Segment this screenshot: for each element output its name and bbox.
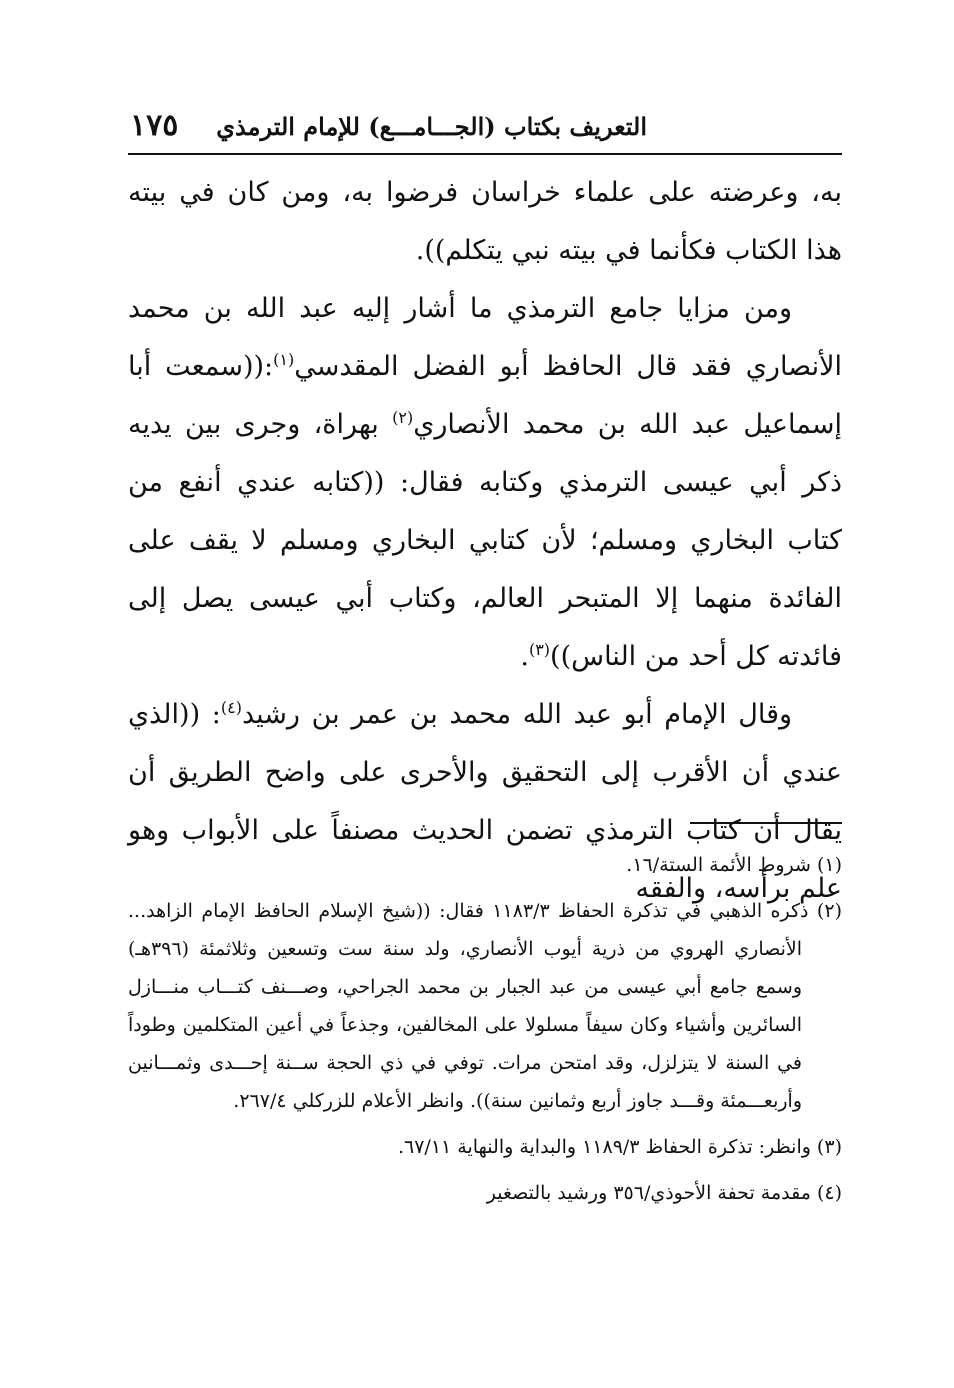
paragraph-2-text-b: :((سمعت أبا إسماعيل عبد الله بن محمد الأنصاري: [128, 351, 843, 440]
paragraph-2-end: .: [520, 641, 529, 672]
main-text: [128, 164, 842, 918]
footnote-3: (٣) وانظر: تذكرة الحفاظ ١١٨٩/٣ والبداية والنهاية ٦٧/١١.: [397, 1136, 842, 1158]
paragraph-3-text-b: : ((الذي عندي أن الأقرب إلى التحقيق والأحرى على واضح الطريق أن يقال أن كتاب الترمذي تضمن الحديث مصنفاً على الأبواب وهو علم برأسه، والفقه: [128, 699, 842, 904]
running-header: [130, 108, 842, 152]
footnote-ref-4: (٤): [220, 698, 242, 717]
running-header-title: التعريف بكتاب (الجـــامـــع) للإمام الترمذي: [216, 112, 647, 141]
footnote-ref-2: (٢): [392, 408, 414, 427]
footnote-2: (٢) ذكره الذهبي في تذكرة الحفاظ ١١٨٣/٣ فقال: ((شيخ الإسلام الحافظ الإمام الزاهد... الأنصاري الهروي من ذرية أيوب الأنصاري، ولد سنة ست وتسعين وثلاثمئة (٣٩٦هـ) وسمع جامع أبي عيسى من عبد الجبار بن محمد الجراحي، وصـــنف كتـــاب منـــازل السائرين وأشياء وكان سيفاً مسلولا على المخالفين، وجذعاً في أعين المتكلمين وطوداً في السنة لا يتزلزل، وقد امتحن مرات. توفي في ذي الحجة ســنة إحـــدى وثمـــانين وأربعـــمئة وقـــد جاوز أربع وثمانين سنة)). وانظر الأعلام للزركلي ٢٦٧/٤.: [128, 900, 842, 1112]
paragraph-3-text-a: وقال الإمام أبو عبد الله محمد بن عمر بن رشيد: [241, 699, 793, 730]
footnotes: [128, 846, 842, 1220]
page-number: ١٧٥: [130, 108, 179, 143]
footnote-ref-1: (١): [273, 350, 295, 369]
paragraph-2-text-a: ومن مزايا جامع الترمذي ما أشار إليه عبد الله بن محمد الأنصاري فقد قال الحافظ أبو الفضل المقدسي: [128, 293, 842, 382]
footnote-4: (٤) مقدمة تحفة الأحوذي/٣٥٦ ورشيد بالتصغير: [486, 1182, 842, 1204]
paragraph-2: [128, 280, 842, 686]
footnote-ref-3: (٣): [528, 640, 551, 659]
paragraph-1: به، وعرضته على علماء خراسان فرضوا به، ومن كان في بيته هذا الكتاب فكأنما في بيته نبي يتكلم)).: [128, 177, 842, 266]
footnote-1: (١) شروط الأئمة الستة/١٦.: [626, 854, 842, 876]
footnote-divider: [690, 822, 842, 824]
header-divider: [128, 153, 842, 155]
paragraph-2-text-c: بهراة، وجرى بين يديه ذكر أبي عيسى الترمذي وكتابه فقال: ((كتابه عندي أنفع من كتاب البخاري ومسلم؛ لأن كتابي البخاري ومسلم لا يقف على الفائدة منهما إلا المتبحر العالم، وكتاب أبي عيسى يصل إلى فائدته كل أحد من الناس)): [128, 409, 842, 672]
